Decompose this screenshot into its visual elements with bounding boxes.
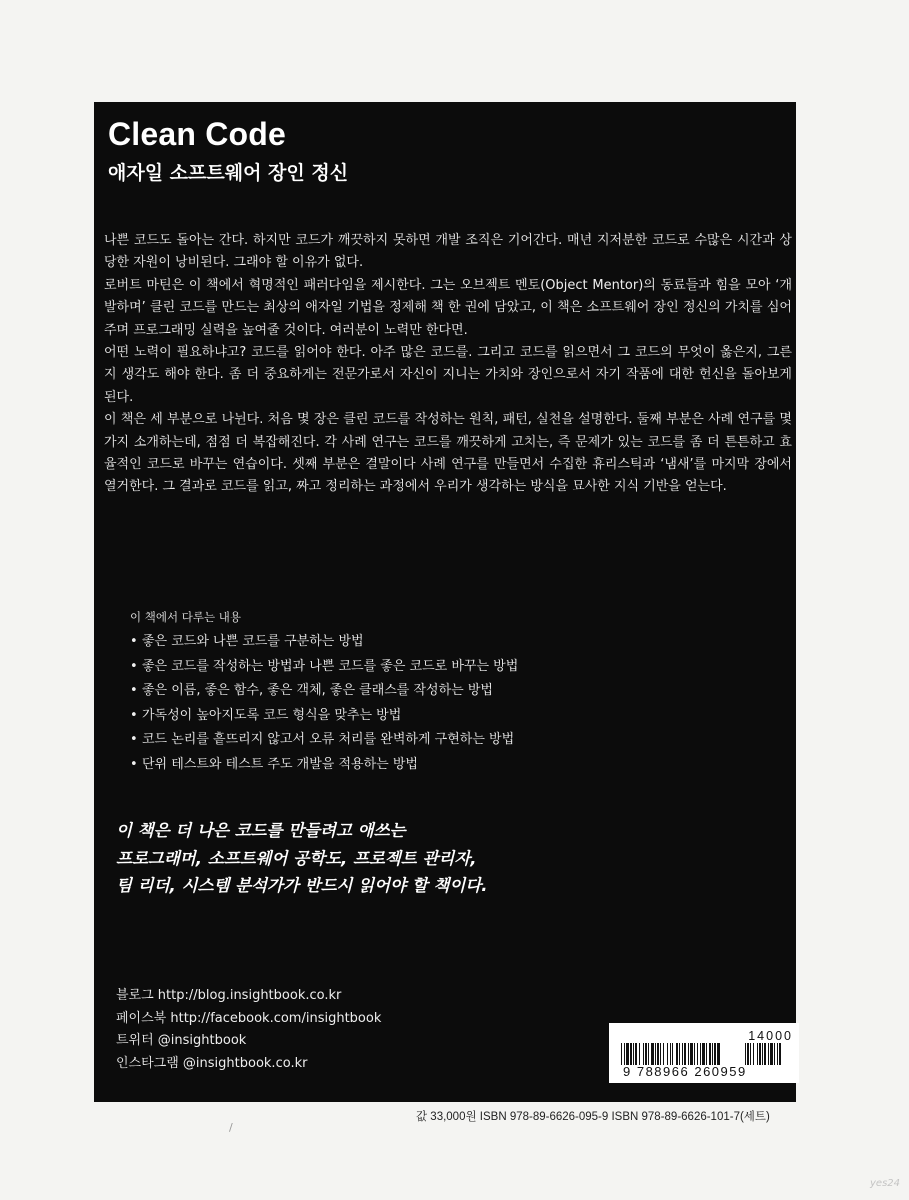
tagline-line: 팀 리더, 시스템 분석가가 반드시 읽어야 할 책이다. [116,876,488,895]
bullet-icon: • [130,756,138,772]
description [104,230,792,499]
list-item [130,679,518,704]
list-item-text: 코드 논리를 흩뜨리지 않고서 오류 처리를 완벽하게 구현하는 방법 [142,732,515,747]
bullet-icon: • [130,658,138,674]
list-item-text: 좋은 코드와 나쁜 코드를 구분하는 방법 [142,634,364,649]
list-item-text: 좋은 이름, 좋은 함수, 좋은 객체, 좋은 클래스를 작성하는 방법 [142,683,493,698]
isbn-barcode [609,1023,799,1083]
contents-heading: 이 책에서 다루는 내용 [130,610,241,624]
list-item [130,655,518,680]
description-paragraph: 어떤 노력이 필요하냐고? 코드를 읽어야 한다. 아주 많은 코드를. 그리고 코드를 읽으면서 그 코드의 무엇이 옳은지, 그른지 생각도 해야 한다. 좀 더 중요하게는 전문가로서 자신이 지니는 가치와 장인으로서 자기 작품에 대한 헌신을 돌아보게 된다. [104,345,792,405]
publisher-contacts [116,985,381,1075]
list-item-text: 단위 테스트와 테스트 주도 개발을 적용하는 방법 [142,756,418,772]
list-item-text: 가독성이 높아지도록 코드 형식을 맞추는 방법 [142,707,402,723]
bullet-icon: • [130,732,138,747]
tagline-line: 프로그래머, 소프트웨어 공학도, 프로젝트 관리자, [116,848,477,868]
watermark: yes24 [870,1178,901,1189]
back-cover-panel [94,102,796,1102]
list-item [130,630,518,655]
list-item [130,728,518,753]
price-addon-code: 14000 [748,1029,793,1043]
price-and-isbn: 값 33,000원 ISBN 978-89-6626-095-9 ISBN 978-89-6626-101-7(세트) [416,1111,770,1123]
description-paragraph: 로버트 마틴은 이 책에서 혁명적인 패러다임을 제시한다. 그는 오브젝트 멘토(Object Mentor)의 동료들과 힘을 모아 ‘개발하며’ 클린 코드를 만드는 최상의 애자일 기법을 정제해 책 한 권에 담았고, 이 책은 소프트웨어 장인 정신의 가치를 심어 주며 프로그래밍 실력을 높여줄 것이다. 여러분이 노력만 한다면. [104,277,792,338]
tagline-line: 이 책은 더 나은 코드를 만들려고 애쓰는 [116,821,406,840]
tagline [116,817,488,900]
book-title: Clean Code [108,116,287,152]
list-item [130,753,518,778]
bullet-icon: • [130,707,138,723]
list-item-text: 좋은 코드를 작성하는 방법과 나쁜 코드를 좋은 코드로 바꾸는 방법 [142,658,519,674]
contact-twitter: 트위터 @insightbook [116,1033,247,1048]
barcode-icon [621,1043,791,1065]
description-paragraph: 나쁜 코드도 돌아는 간다. 하지만 코드가 깨끗하지 못하면 개발 조직은 기어간다. 매년 지저분한 코드로 수많은 시간과 상당한 자원이 낭비된다. 그래야 할 이유가 없다. [104,233,792,271]
book-subtitle: 애자일 소프트웨어 장인 정신 [108,162,349,184]
bullet-icon: • [130,683,138,698]
bullet-icon: • [130,634,138,649]
isbn-digits: 9 788966 260959 [623,1064,747,1079]
description-paragraph: 이 책은 세 부분으로 나뉜다. 처음 몇 장은 클린 코드를 작성하는 원칙, 패턴, 실천을 설명한다. 둘째 부분은 사례 연구를 몇 가지 소개하는데, 점점 더 복잡해진다. 각 사례 연구는 코드를 깨끗하게 고치는, 즉 문제가 있는 코드를 좀 더 튼튼하고 효율적인 코드로 바꾸는 연습이다. 셋째 부분은 결말이다 사례 연구를 만들면서 수집한 휴리스틱과 ‘냄새’를 마지막 장에서 열거한다. 그 결과로 코드를 읽고, 짜고 정리하는 과정에서 우리가 생각하는 방식을 묘사한 지식 기반을 얻는다. [104,412,792,495]
contact-facebook: 페이스북 http://facebook.com/insightbook [116,1010,382,1026]
stray-mark: / [229,1121,233,1134]
list-item [130,704,518,729]
contact-blog: 블로그 http://blog.insightbook.co.kr [116,988,342,1003]
contact-instagram: 인스타그램 @insightbook.co.kr [116,1055,308,1071]
contents-list [130,630,518,777]
